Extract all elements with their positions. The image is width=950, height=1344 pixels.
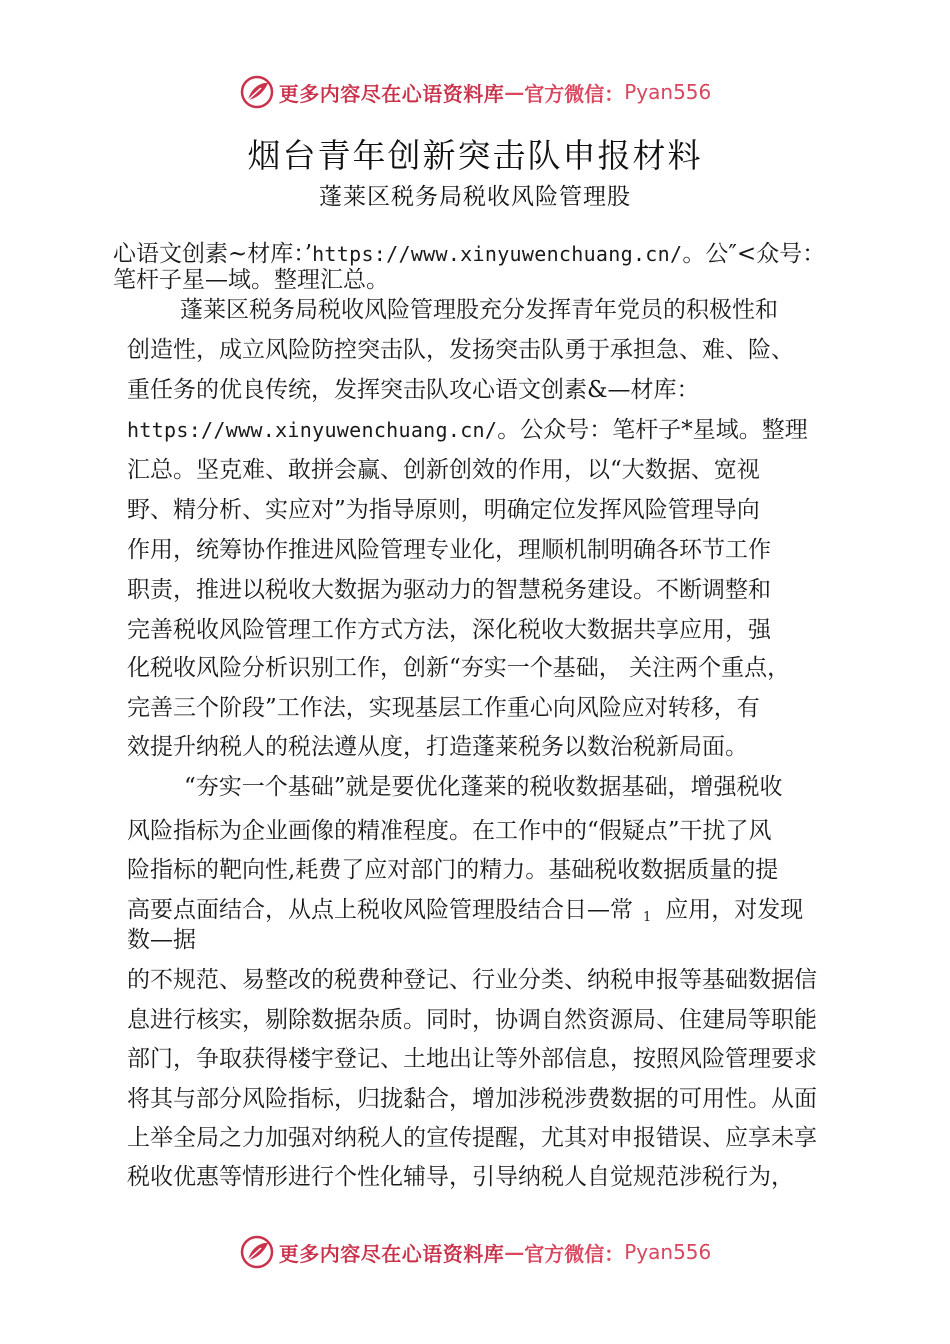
text-line: 作用，统筹协作推进风险管理专业化，理顺机制明确各环节工作 [127,537,771,563]
text-line: 将其与部分风险指标，归拢黏合，增加涉税涉费数据的可用性。从面 [127,1086,817,1112]
text-line: 息进行核实，剔除数据杂质。同时，协调自然资源局、住建局等职能 [127,1007,817,1033]
text-segment: 高要点面结合，从点上税收风险管理股结合日—常 [127,897,633,923]
text-segment: 应用，对发现 [665,897,804,923]
banner-wechat-id: Pyan556 [624,80,712,104]
text-line: 创造性，成立风险防控突击队，发扬突击队勇于承担急、难、险、 [127,337,794,363]
text-line [113,240,825,268]
leaf-logo-icon [239,1234,275,1270]
banner-text: 更多内容尽在心语资料库 [278,81,505,106]
paragraph-first-line: 蓬莱区税务局税收风险管理股充分发挥青年党员的积极性和 [180,297,778,323]
text-line: 化税收风险分析识别工作，创新“夯实一个基础， 关注两个重点， [127,655,791,681]
text-line: 效提升纳税人的税法遵从度，打造蓬莱税务以数治税新局面。 [127,734,748,760]
leaf-logo-icon [239,74,275,110]
text-segment: 。公″<众号： [682,241,826,267]
banner-wechat-label: 官方微信： [524,1241,625,1266]
footnote-mark: 1 [643,910,652,925]
banner-dash: — [504,1240,525,1264]
text-segment: 心语文创素~材库：’ [113,241,313,267]
banner-text: 更多内容尽在心语资料库 [278,1241,505,1266]
banner-dash: — [504,80,525,104]
text-line: 数—据 [127,927,196,953]
url-text: https://www.xinyuwenchuang.cn/ [127,418,498,442]
text-line: 的不规范、易整改的税费种登记、行业分类、纳税申报等基础数据信 [127,967,817,993]
page-title: 烟台青年创新突击队申报材料 [247,136,703,175]
text-line: 职责，推进以税收大数据为驱动力的智慧税务建设。不断调整和 [127,577,771,603]
text-line: 完善税收风险管理工作方式方法，深化税收大数据共享应用，强 [127,617,771,643]
text-line: 上举全局之力加强对纳税人的宣传提醒，尤其对申报错误、应享未享 [127,1125,817,1151]
text-line: 野、精分析、实应对”为指导原则，明确定位发挥风险管理导向 [127,497,760,523]
text-line: 风险指标为企业画像的精准程度。在工作中的“假疑点”干扰了风 [127,818,772,844]
text-line: 笔杆子星—域。整理汇总。 [113,267,389,293]
text-line [127,416,808,444]
banner-wechat-id: Pyan556 [624,1240,712,1264]
page-subtitle: 蓬莱区税务局税收风险管理股 [319,184,631,210]
text-line: 税收优惠等情形进行个性化辅导，引导纳税人自觉规范涉税行为， [127,1164,794,1190]
text-line: 部门，争取获得楼宇登记、土地出让等外部信息，按照风险管理要求 [127,1046,817,1072]
text-line: 汇总。坚克难、敢拼会赢、创新创效的作用，以“大数据、宽视 [127,457,760,483]
url-text: https://www.xinyuwenchuang.cn/ [312,242,683,266]
footer-banner [0,1232,950,1272]
text-line: 险指标的靶向性,耗费了应对部门的精力。基础税收数据质量的提 [127,857,779,883]
text-line: 重任务的优良传统，发挥突击队攻心语文创素&—材库： [127,377,700,403]
banner-wechat-label: 官方微信： [524,81,625,106]
text-segment: 。公众号：笔杆子*星域。整理 [497,417,808,443]
text-line: 完善三个阶段”工作法，实现基层工作重心向风险应对转移，有 [127,695,760,721]
text-line [127,896,803,932]
paragraph-first-line: “夯实一个基础”就是要优化蓬莱的税收数据基础，增强税收 [184,774,783,800]
header-banner [0,72,950,112]
